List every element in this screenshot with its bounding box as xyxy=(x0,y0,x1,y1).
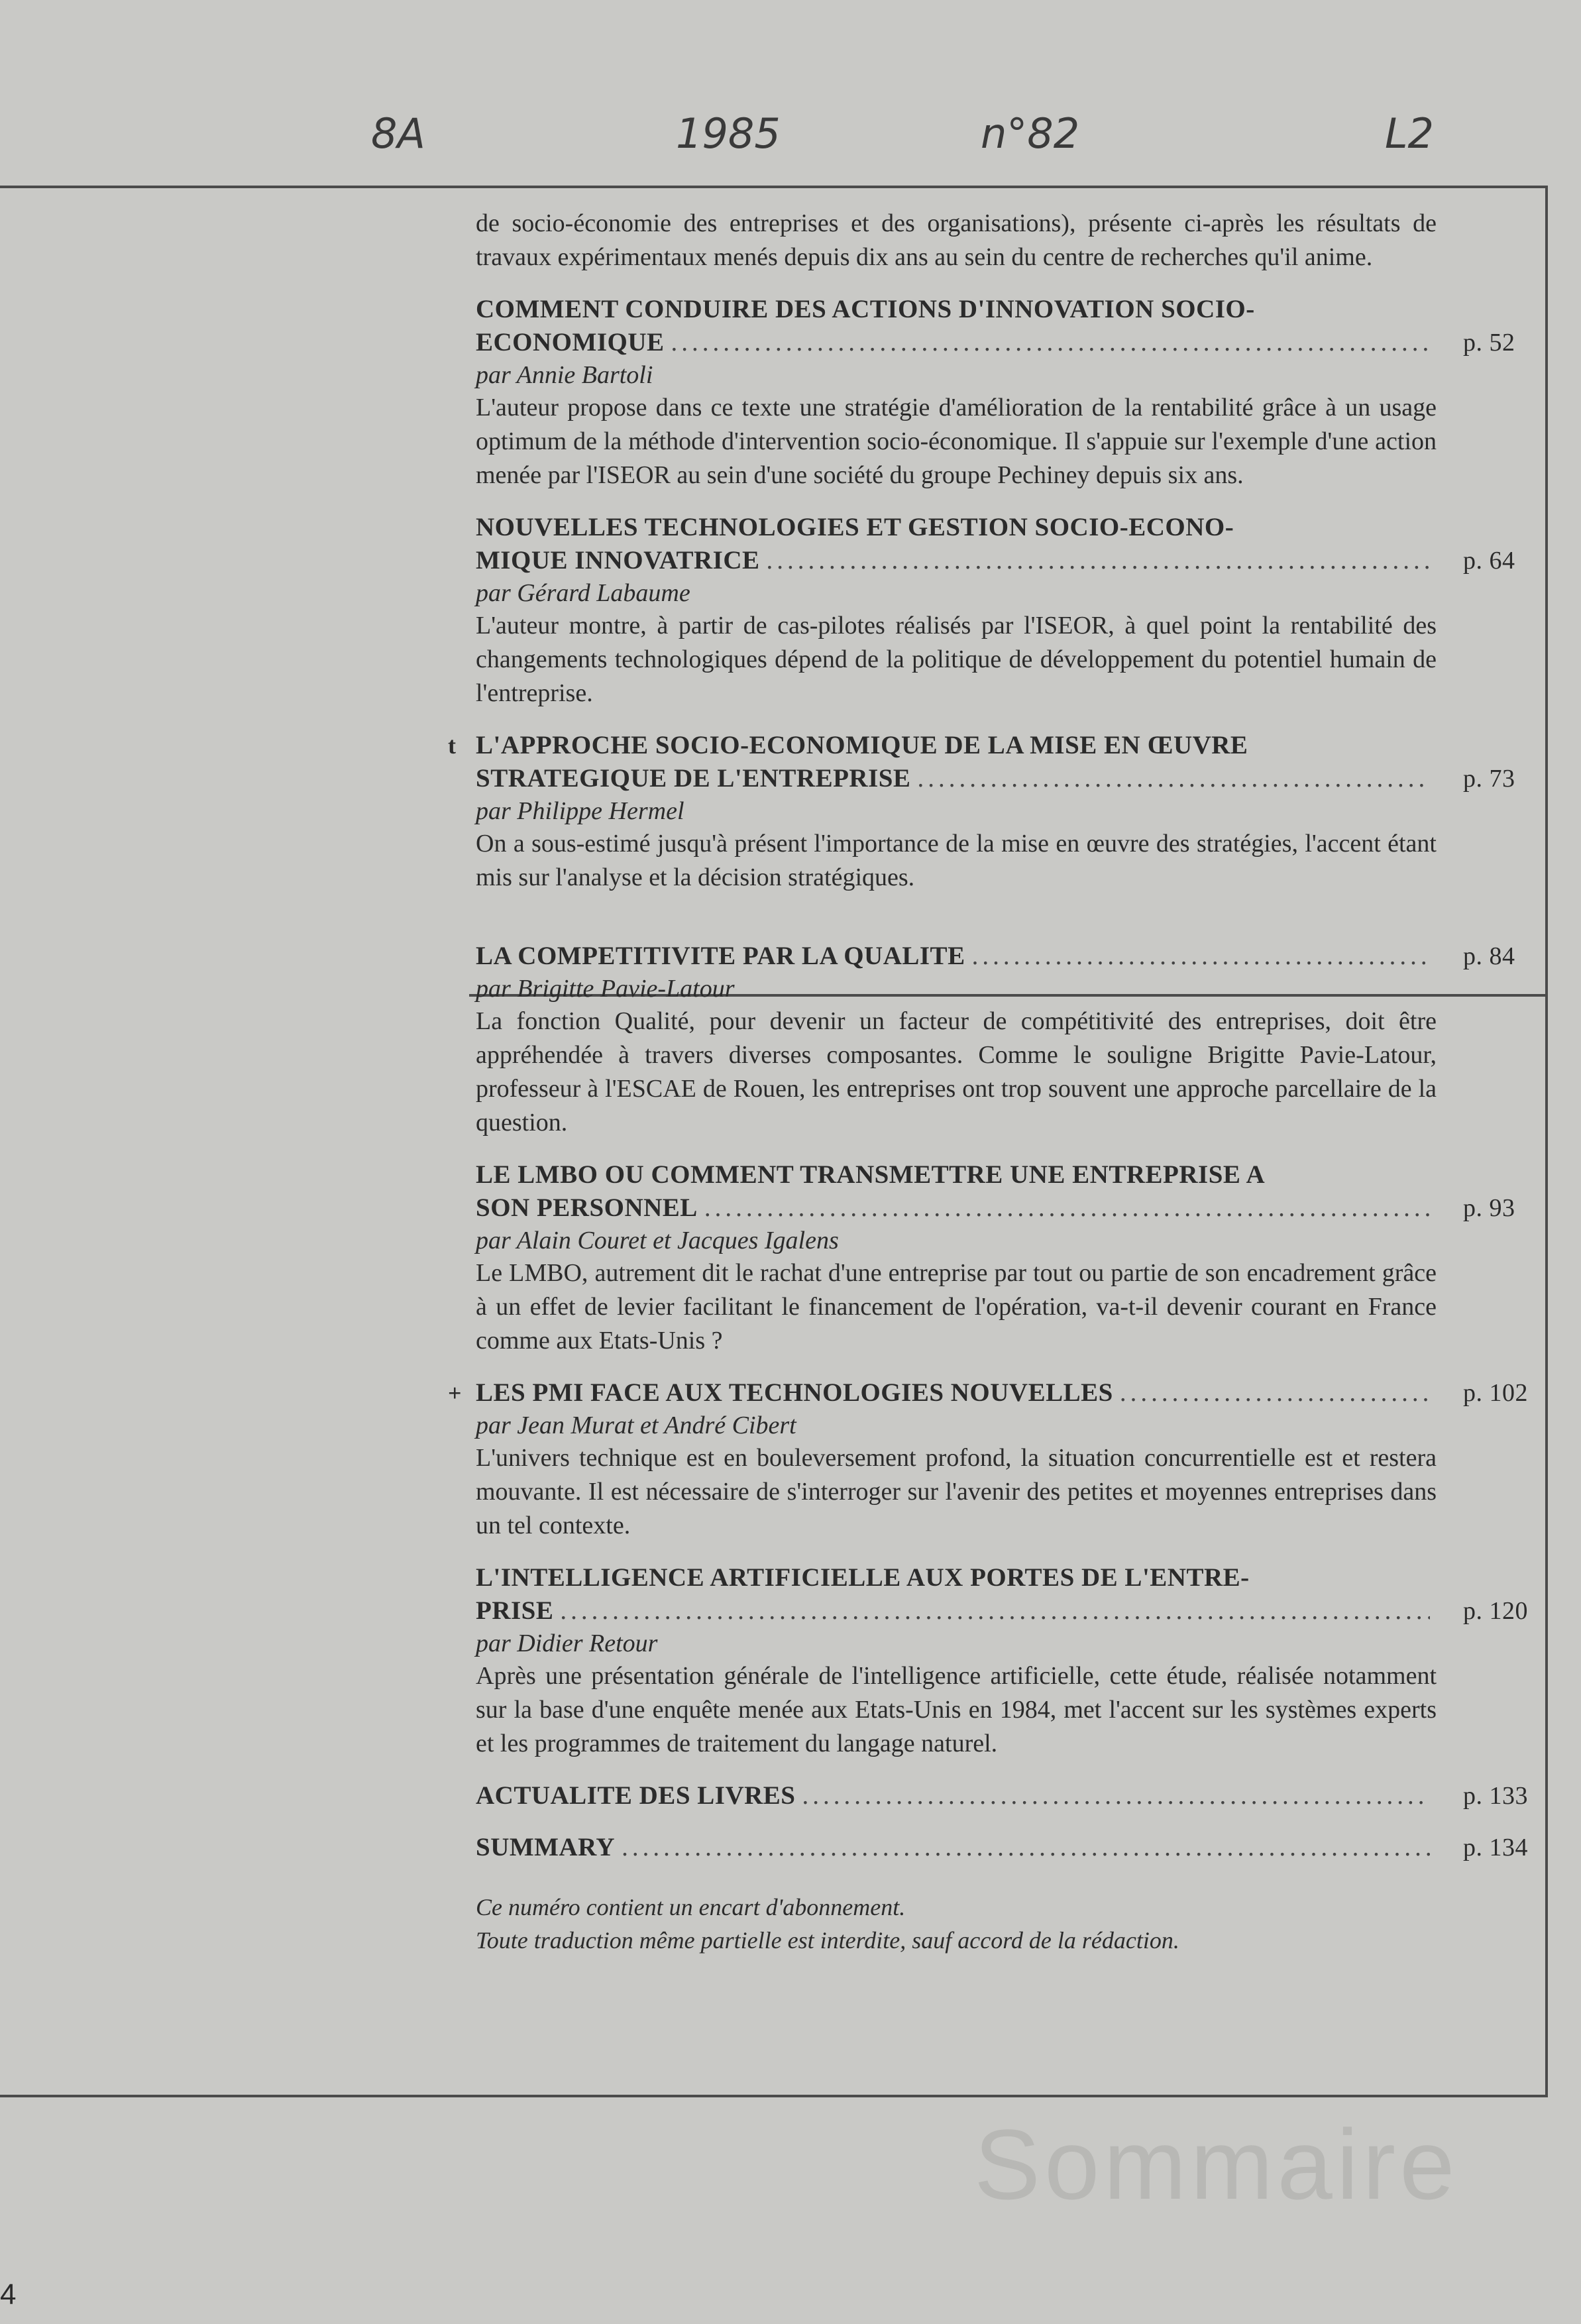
entry-title-line2 xyxy=(476,940,1515,973)
entry-title xyxy=(448,1376,1528,1410)
handwritten-note-3: n°82 xyxy=(981,109,1080,158)
entry-title xyxy=(476,293,1515,359)
intro-paragraph: de socio-économie des entreprises et des organisations), présente ci-après les résultats de travaux expérimentaux menés depuis dix ans au sein du centre de recherches qu'il anime. xyxy=(476,209,1437,271)
leader-dots xyxy=(917,762,1430,795)
entry-summary: L'auteur propose dans ce texte une stratégie d'amélioration de la rentabilité grâce à un usage optimum de la méthode d'intervention socio-économique. Il s'appuie sur l'exemple d'une action menée par l'ISEOR au sein d'une société du groupe Pechiney depuis six ans. xyxy=(476,394,1437,489)
entry-page: p. 93 xyxy=(1463,1194,1515,1222)
entry-title xyxy=(476,1561,1528,1628)
entry-author: par Jean Murat et André Cibert xyxy=(476,1411,796,1439)
entry-title-line1: NOUVELLES TECHNOLOGIES ET GESTION SOCIO-ECONO- xyxy=(476,513,1234,541)
entry-summary: La fonction Qualité, pour devenir un facteur de compétitivité des entreprises, doit être appréhendée à travers diverses composantes. Comme le souligne Brigitte Pavie-Latour, professeur à l'ESCAE de Rouen, les entreprises ont trop souvent une approche parcellaire de la question. xyxy=(476,1007,1437,1136)
entry-title-line2 xyxy=(476,1594,1528,1628)
entry-page: p. 134 xyxy=(1463,1834,1528,1861)
entry-title xyxy=(476,1831,1528,1864)
entry-title-line1: L'INTELLIGENCE ARTIFICIELLE AUX PORTES DE L'ENTRE- xyxy=(476,1563,1250,1592)
handwritten-note-1: 8A xyxy=(371,109,425,158)
entry-author: par Philippe Hermel xyxy=(476,797,684,825)
entry-title xyxy=(448,729,1515,795)
entry-title-line2 xyxy=(476,326,1515,359)
entry-title-line2 xyxy=(476,1831,1528,1864)
entry-author: par Brigitte Pavie-Latour xyxy=(476,975,735,1003)
entry-title-text: STRATEGIQUE DE L'ENTREPRISE xyxy=(476,764,911,793)
entry-title-text: ACTUALITE DES LIVRES xyxy=(476,1781,796,1810)
toc-entry xyxy=(476,1831,1556,1864)
entry-title-line2 xyxy=(476,1191,1515,1225)
entry-title-text: SUMMARY xyxy=(476,1833,616,1861)
entry-summary: Le LMBO, autrement dit le rachat d'une entreprise par tout ou partie de son encadrement grâce à un effet de levier facilitant le financement de l'opération, va-t-il devenir courant en France comme aux Etats-Unis ? xyxy=(476,1259,1437,1355)
entry-page: p. 102 xyxy=(1463,1379,1528,1407)
entry-title-text: PRISE xyxy=(476,1596,554,1625)
background-title: Sommaire xyxy=(974,2109,1459,2220)
entry-author: par Didier Retour xyxy=(476,1630,658,1657)
entry-page: p. 133 xyxy=(1463,1782,1528,1810)
entry-author: par Annie Bartoli xyxy=(476,361,653,389)
toc-entry xyxy=(476,511,1556,710)
entry-title-text: ECONOMIQUE xyxy=(476,328,665,357)
entry-title-text: LES PMI FACE AUX TECHNOLOGIES NOUVELLES xyxy=(476,1378,1113,1407)
leader-dots xyxy=(671,326,1430,359)
entry-title-line2 xyxy=(476,1376,1528,1410)
note-copyright: Toute traduction même partielle est interdite, sauf accord de la rédaction. xyxy=(476,1927,1179,1954)
toc-entry xyxy=(448,729,1556,895)
entry-title-line2 xyxy=(476,1779,1528,1812)
entry-title-text: MIQUE INNOVATRICE xyxy=(476,546,760,575)
entry-summary: L'auteur montre, à partir de cas-pilotes réalisés par l'ISEOR, à quel point la rentabilité des changements technologiques dépend de la politique de développement du potentiel humain de l'entreprise. xyxy=(476,612,1437,707)
note-subscription: Ce numéro contient un encart d'abonnement. xyxy=(476,1894,906,1920)
entry-page: p. 73 xyxy=(1463,765,1515,793)
leader-dots xyxy=(704,1191,1430,1225)
entry-page: p. 52 xyxy=(1463,329,1515,357)
entry-summary: On a sous-estimé jusqu'à présent l'importance de la mise en œuvre des stratégies, l'accent étant mis sur l'analyse et la décision stratégiques. xyxy=(476,830,1437,891)
entry-title xyxy=(476,511,1515,577)
toc-entry xyxy=(476,1561,1556,1761)
handwritten-note-4: L2 xyxy=(1385,109,1434,158)
entry-title-line1: LE LMBO OU COMMENT TRANSMETTRE UNE ENTREPRISE A xyxy=(476,1160,1266,1189)
leader-dots xyxy=(767,544,1430,577)
leader-dots xyxy=(972,940,1430,973)
toc-entry xyxy=(476,1158,1556,1358)
leader-dots xyxy=(560,1594,1430,1628)
entry-author: par Gérard Labaume xyxy=(476,579,690,607)
toc-entry xyxy=(476,940,1556,1140)
handwritten-note-2: 1985 xyxy=(676,109,781,158)
entries-list xyxy=(448,293,1556,1864)
entry-title-line1: COMMENT CONDUIRE DES ACTIONS D'INNOVATION SOCIO- xyxy=(476,295,1255,323)
entry-summary: L'univers technique est en bouleversement profond, la situation concurrentielle est et restera mouvante. Il est nécessaire de s'interroger sur l'avenir des petites et moyennes entreprises dans un tel contexte. xyxy=(476,1444,1437,1539)
toc-entry xyxy=(476,1779,1556,1812)
entry-page: p. 64 xyxy=(1463,547,1515,575)
entry-title-text: SON PERSONNEL xyxy=(476,1193,698,1222)
entry-title-line1: L'APPROCHE SOCIO-ECONOMIQUE DE LA MISE EN ŒUVRE xyxy=(476,731,1248,759)
entry-title-text: LA COMPETITIVITE PAR LA QUALITE xyxy=(476,942,965,970)
entry-summary: Après une présentation générale de l'intelligence artificielle, cette étude, réalisée notamment sur la base d'une enquête menée aux Etats-Unis en 1984, met l'accent sur les systèmes experts et les programmes de traitement du langage naturel. xyxy=(476,1662,1437,1757)
leader-dots xyxy=(622,1831,1430,1864)
entry-title xyxy=(476,1779,1528,1812)
margin-mark: t xyxy=(448,732,457,759)
entry-title xyxy=(476,940,1515,973)
entry-title-line2 xyxy=(476,762,1515,795)
table-of-contents xyxy=(448,207,1556,1957)
entry-page: p. 84 xyxy=(1463,942,1515,970)
margin-mark: + xyxy=(448,1380,463,1406)
entry-title xyxy=(476,1158,1515,1225)
entry-author: par Alain Couret et Jacques Igalens xyxy=(476,1227,839,1254)
leader-dots xyxy=(802,1779,1430,1812)
entry-title-line2 xyxy=(476,544,1515,577)
page-number: 4 xyxy=(0,2278,17,2311)
toc-entry xyxy=(448,1376,1556,1543)
notes xyxy=(476,1891,1556,1957)
toc-entry xyxy=(476,293,1556,492)
entry-page: p. 120 xyxy=(1463,1597,1528,1625)
leader-dots xyxy=(1120,1376,1430,1410)
